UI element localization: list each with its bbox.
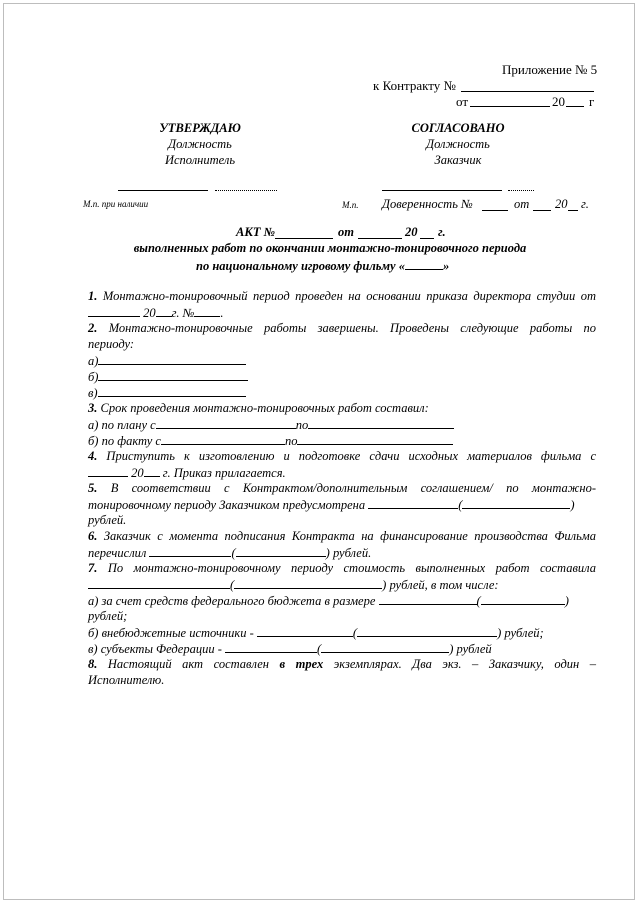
act-subtitle-1: выполненных работ по окончании монтажно-тонировочного периода [133, 241, 527, 255]
work-c-field[interactable] [98, 384, 246, 397]
power-of-attorney-number-field[interactable] [482, 210, 508, 211]
approve-party: Исполнитель [164, 153, 236, 167]
contract-date-year: 20 [552, 94, 565, 109]
act-title-year: 20 [405, 225, 418, 239]
work-b-field[interactable] [98, 368, 248, 381]
act-title-label: АКТ № [236, 225, 276, 239]
contract-year-field[interactable] [566, 106, 584, 107]
item-2-line-1: 2. Монтажно-тонировочные работы завершены. Проведены следующие работы по [88, 321, 596, 335]
item-6-number: 6. [88, 529, 98, 543]
power-of-attorney-date-field[interactable] [533, 210, 551, 211]
contract-date-field[interactable] [470, 106, 550, 107]
subjects-amount-field[interactable] [225, 640, 317, 653]
power-of-attorney-year-field[interactable] [568, 210, 578, 211]
item-7-number: 7. [88, 561, 98, 575]
extra-budget-words-field[interactable] [357, 624, 497, 637]
act-date-field[interactable] [358, 238, 402, 239]
item-8-number: 8. [88, 657, 98, 671]
appendix-label: Приложение № 5 [502, 62, 598, 77]
power-of-attorney-suffix: г. [581, 197, 589, 211]
item-7-extra-budget: б) внебюджетные источники - ( ) рублей; [88, 626, 544, 640]
total-cost-words-field[interactable] [234, 576, 382, 589]
approve-name-field[interactable] [215, 190, 277, 191]
contract-number-field[interactable] [461, 91, 594, 92]
item-4-line-2: 20 г. Приказ прилагается. [88, 464, 596, 481]
power-of-attorney-year: 20 [555, 197, 568, 211]
act-subtitle-2 [196, 257, 449, 274]
item-8-line-2: Исполнителю. [88, 673, 165, 687]
transferred-amount-field[interactable] [149, 544, 231, 557]
item-5-line-3: рублей. [88, 513, 127, 527]
act-number-field[interactable] [275, 238, 333, 239]
power-of-attorney-from: от [514, 197, 530, 211]
extra-budget-amount-field[interactable] [257, 624, 353, 637]
federal-amount-field[interactable] [379, 592, 477, 605]
fact-to-field[interactable] [297, 432, 453, 445]
start-date-field[interactable] [88, 464, 128, 477]
planned-amount-field[interactable] [368, 496, 458, 509]
item-7-line-1: 7. По монтажно-тонировочному периоду стоимость выполненных работ составила [88, 561, 596, 575]
act-title-suffix: г. [438, 225, 446, 239]
act-title-from: от [338, 225, 354, 239]
item-5-line-1: 5. В соответствии с Контрактом/дополнительным соглашением/ по монтажно- [88, 481, 597, 495]
subjects-words-field[interactable] [321, 640, 449, 653]
item-8-line-1: 8. Настоящий акт составлен в трех экземплярах. Два экз. – Заказчику, один – [88, 657, 597, 671]
item-3-plan: а) по плану с по [88, 416, 596, 433]
approve-stamp: М.п. при наличии [83, 199, 149, 209]
item-5-line-2: тонировочному периоду Заказчиком предусмотрена ( ) [88, 498, 575, 512]
agree-position: Должность [426, 137, 490, 151]
item-1-number: 1. [88, 289, 98, 303]
agree-title: СОГЛАСОВАНО [411, 121, 505, 135]
item-7-line-2: ( ) рублей, в том числе: [88, 576, 596, 593]
item-3-fact: б) по факту с по [88, 432, 596, 449]
item-7-federal: а) за счет средств федерального бюджета в размере ( ) [88, 594, 569, 608]
contract-date-from: от [456, 94, 469, 109]
act-subtitle-2-end: » [442, 259, 450, 273]
item-1-line-1: 1. Монтажно-тонировочный период проведен на основании приказа директора студии от [88, 289, 597, 303]
item-4-line-1: 4. Приступить к изготовлению и подготовке сдачи исходных материалов фильма с [88, 449, 597, 463]
item-2-number: 2. [88, 321, 98, 335]
agree-signature-field[interactable] [382, 190, 502, 191]
item-2-work-a: а) [88, 352, 596, 369]
start-year-field[interactable] [144, 464, 160, 477]
film-title-field[interactable] [405, 257, 443, 270]
approve-signature-field[interactable] [118, 190, 208, 191]
item-2-line-2: периоду: [88, 337, 135, 351]
item-2-work-b: б) [88, 368, 596, 385]
approve-position: Должность [168, 137, 232, 151]
item-2-work-c: в) [88, 384, 596, 401]
copies-count: в трех [279, 657, 324, 671]
approve-title: УТВЕРЖДАЮ [159, 121, 241, 135]
total-cost-field[interactable] [88, 576, 230, 589]
act-subtitle-2-text: по национальному игровому фильму « [196, 259, 405, 273]
item-3-line-1: 3. Срок проведения монтажно-тонировочных работ составил: [88, 401, 429, 415]
plan-to-field[interactable] [308, 416, 454, 429]
item-6-line-1: 6. Заказчик с момента подписания Контракта на финансирование производства Фильма [88, 529, 597, 543]
item-6-line-2: перечислил ( ) рублей. [88, 546, 372, 560]
agree-name-field[interactable] [508, 190, 534, 191]
item-1-line-2: 20 г. № . [88, 304, 596, 321]
planned-amount-words-field[interactable] [462, 496, 570, 509]
order-number-field[interactable] [194, 304, 220, 317]
plan-from-field[interactable] [156, 416, 296, 429]
power-of-attorney-label: Доверенность № [382, 197, 473, 211]
contract-date-suffix: г [589, 94, 595, 109]
item-7-federal-cont: рублей; [88, 609, 128, 623]
item-3-number: 3. [88, 401, 98, 415]
act-year-field[interactable] [420, 238, 434, 239]
contract-label: к Контракту № [373, 78, 456, 93]
order-date-field[interactable] [88, 304, 140, 317]
fact-from-field[interactable] [161, 432, 285, 445]
transferred-amount-words-field[interactable] [236, 544, 326, 557]
federal-amount-words-field[interactable] [481, 592, 565, 605]
agree-party: Заказчик [434, 153, 482, 167]
order-year-field[interactable] [156, 304, 172, 317]
work-a-field[interactable] [98, 352, 246, 365]
item-4-number: 4. [88, 449, 98, 463]
item-5-number: 5. [88, 481, 98, 495]
agree-stamp: М.п. [342, 200, 359, 210]
item-7-subjects: в) субъекты Федерации - ( ) рублей [88, 642, 492, 656]
